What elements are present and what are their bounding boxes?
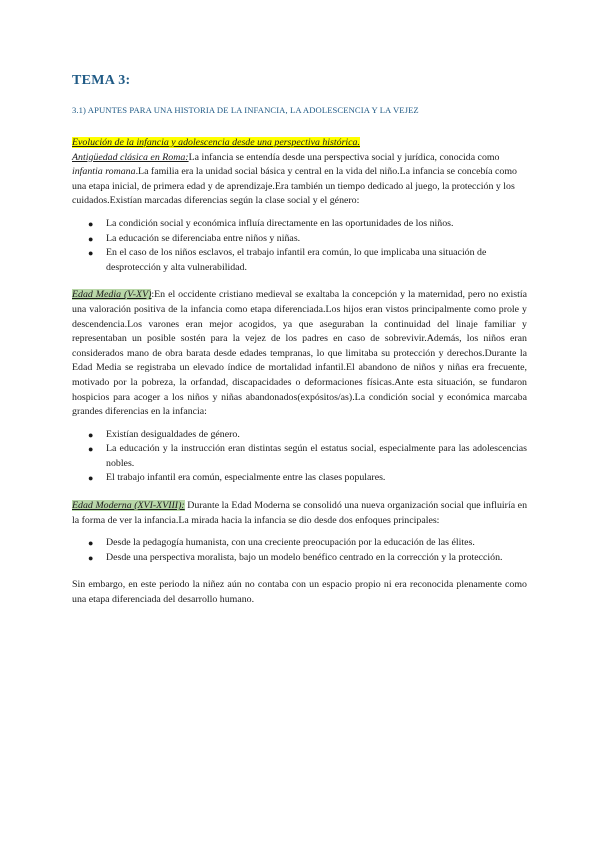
antiguedad-list bbox=[72, 217, 527, 275]
edad-moderna-list bbox=[72, 536, 527, 565]
antiguedad-text-2: .La familia era la unidad social básica y central en la vida del niño.La infancia se concebía como una etapa inicial, de primera edad y de aprendizaje.Era también un tiempo dedicado al juego, la protección y los cuidados.Existían marcadas diferencias según la clase social y el género: bbox=[72, 166, 517, 207]
closing-paragraph: Sin embargo, en este periodo la niñez aún no contaba con un espacio propio ni era reconocida plenamente como una etapa diferenciada del desarrollo humano. bbox=[72, 579, 527, 606]
bullet-icon: ● bbox=[88, 233, 94, 244]
document-page bbox=[72, 72, 527, 608]
list-item: ● La educación se diferenciaba entre niños y niñas. bbox=[72, 232, 527, 247]
tema-title: TEMA 3: bbox=[72, 73, 131, 88]
highlighted-heading: Evolución de la infancia y adolescencia desde una perspectiva histórica. bbox=[72, 137, 360, 148]
list-item: ● Desde la pedagogía humanista, con una creciente preocupación por la educación de las élites. bbox=[72, 536, 527, 551]
edad-moderna-text: Durante la Edad Moderna se consolidó una nueva organización social que influiría en la forma de ver la infancia.La mirada hacia la infancia se dio desde dos enfoques principales: bbox=[72, 500, 528, 526]
edad-media-paragraph bbox=[72, 288, 527, 419]
bullet-icon: ● bbox=[88, 552, 94, 563]
list-item: ● En el caso de los niños esclavos, el trabajo infantil era común, lo que implicaba una situación de desprotección y alta vulnerabilidad. bbox=[88, 247, 487, 273]
list-item: ● La educación y la instrucción eran distintas según el estatus social, especialmente para las adolescencias nobles. bbox=[88, 443, 527, 469]
edad-moderna-paragraph bbox=[72, 499, 527, 528]
edad-moderna-label: Edad Moderna (XVI-XVIII): bbox=[72, 500, 185, 512]
antiguedad-text-1: La infancia se entendía desde una perspectiva social y jurídica, conocida como bbox=[188, 151, 500, 163]
section-heading bbox=[72, 136, 527, 151]
list-item: ● La condición social y económica influía directamente en las oportunidades de los niños. bbox=[72, 217, 527, 232]
bullet-icon: ● bbox=[88, 429, 94, 440]
edad-media-label: Edad Media (V-XV) bbox=[72, 289, 152, 301]
bullet-icon: ● bbox=[88, 218, 94, 229]
edad-media-text: :En el occidente cristiano medieval se exaltaba la concepción y la maternidad, pero no existía una valoración positiva de la infancia como etapa diferenciada.Los hijos eran vistos principalmente como prole y descendencia.Los varones eran mejor acogidos, ya que aseguraban la continuidad del linaje familiar y representaban un posible sostén para la vejez de los padres en caso de sobrevivir.Además, los niños eran considerados mano de obra barata desde edades tempranas, lo que limitaba su protección y derechos.Durante la Edad Media se registraba un elevado índice de mortalidad infantil.El abandono de niños y niñas era frecuente, motivado por la pobreza, la orfandad, discapacidades o deformaciones físicas.Ante esta situación, se fundaron hospicios para acoger a los niños y niñas abandonados(expósitos/as).La condición social y económica marcaba grandes diferencias en la infancia: bbox=[72, 289, 527, 418]
bullet-icon: ● bbox=[88, 473, 94, 484]
antiguedad-label: Antigüedad clásica en Roma: bbox=[72, 151, 189, 163]
list-item: ● Existían desigualdades de género. bbox=[72, 428, 527, 443]
edad-media-list bbox=[72, 428, 527, 486]
bullet-icon: ● bbox=[88, 248, 94, 259]
bullet-icon: ● bbox=[88, 538, 94, 549]
antiguedad-paragraph bbox=[72, 151, 527, 209]
list-item: ● Desde una perspectiva moralista, bajo un modelo benéfico centrado en la corrección y la protección. bbox=[72, 551, 527, 566]
antiguedad-italic: infantia romana bbox=[72, 166, 136, 178]
section-subtitle: 3.1) APUNTES PARA UNA HISTORIA DE LA INFANCIA, LA ADOLESCENCIA Y LA VEJEZ bbox=[72, 105, 419, 115]
bullet-icon: ● bbox=[88, 444, 94, 455]
list-item: ● El trabajo infantil era común, especialmente entre las clases populares. bbox=[72, 471, 527, 486]
